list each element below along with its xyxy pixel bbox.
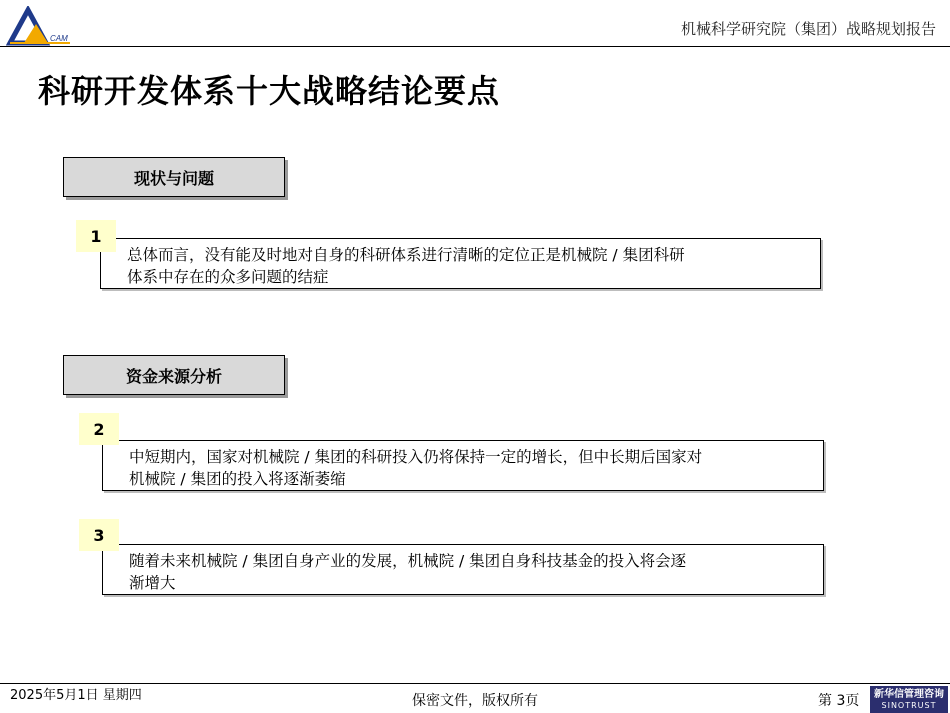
conclusion-box-1 <box>100 238 821 289</box>
conclusion-text-line: 渐增大 <box>129 574 176 592</box>
page-number: 第 3页 <box>818 693 860 709</box>
conclusion-text-line: 中短期内，国家对机械院 / 集团的科研投入仍将保持一定的增长，但中长期后国家对 <box>129 448 703 466</box>
brand-name-en: SINOTRUST <box>881 700 937 710</box>
footer-date: 2025年5月1日 星期四 <box>10 688 142 703</box>
conclusion-number-badge: 3 <box>79 519 119 551</box>
header-divider <box>0 46 950 47</box>
section-label-current-status: 现状与问题 <box>63 157 285 197</box>
conclusion-number-badge: 1 <box>76 220 116 252</box>
cam-logo <box>6 6 72 46</box>
conclusion-text-line: 机械院 / 集团的投入将逐渐萎缩 <box>129 470 346 488</box>
conclusion-number-badge: 2 <box>79 413 119 445</box>
section-label-funding-analysis: 资金来源分析 <box>63 355 285 395</box>
page-title: 科研开发体系十大战略结论要点 <box>38 72 501 110</box>
footer-divider <box>0 683 950 684</box>
conclusion-text-line: 体系中存在的众多问题的结症 <box>127 268 329 286</box>
logo-text: CAM <box>50 34 68 43</box>
confidential-notice: 保密文件，版权所有 <box>412 693 538 709</box>
conclusion-box-2 <box>102 440 824 491</box>
report-title: 机械科学研究院（集团）战略规划报告 <box>680 20 936 38</box>
conclusion-text-line: 随着未来机械院 / 集团自身产业的发展，机械院 / 集团自身科技基金的投入将会逐 <box>129 552 687 570</box>
conclusion-text-line: 总体而言，没有能及时地对自身的科研体系进行清晰的定位正是机械院 / 集团科研 <box>127 246 685 264</box>
conclusion-box-3 <box>102 544 824 595</box>
cam-triangle-logo-icon <box>6 6 72 46</box>
sinotrust-logo <box>870 686 948 713</box>
brand-name-cn: 新华信管理咨询 <box>874 688 944 700</box>
